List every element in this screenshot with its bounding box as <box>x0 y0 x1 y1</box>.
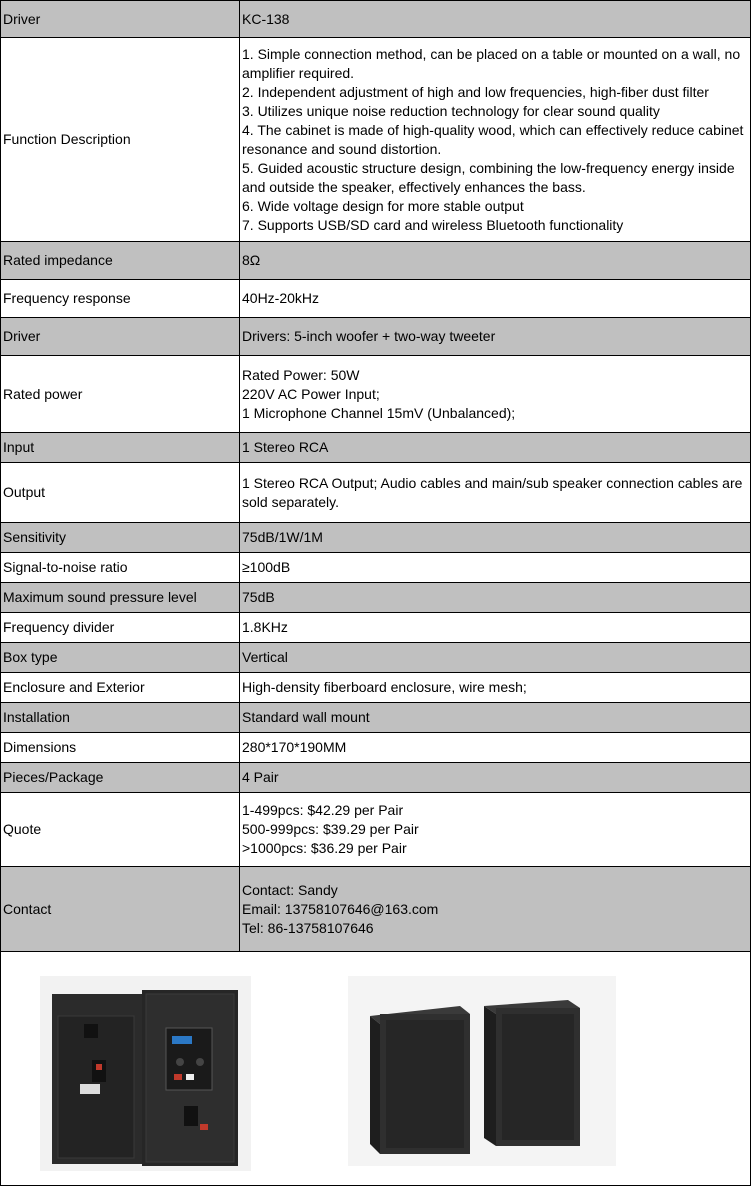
value-line: 75dB/1W/1M <box>242 529 323 545</box>
knob <box>196 1058 204 1066</box>
row-box-type <box>1 643 751 673</box>
row-label: Function Description <box>1 38 240 242</box>
row-label: Enclosure and Exterior <box>1 673 240 703</box>
row-rated-power <box>1 356 751 433</box>
value-line: 1 Microphone Channel 15mV (Unbalanced); <box>242 404 516 421</box>
left-speaker-grille <box>386 1020 464 1148</box>
value-line: 40Hz-20kHz <box>242 290 320 306</box>
row-label: Installation <box>1 703 240 733</box>
row-label: Output <box>1 463 240 523</box>
row-label: Rated impedance <box>1 242 240 280</box>
row-value <box>240 553 751 583</box>
row-label: Contact <box>1 867 240 952</box>
row-label: Box type <box>1 643 240 673</box>
row-input <box>1 433 751 463</box>
value-line: 280*170*190MM <box>242 739 347 755</box>
row-value <box>240 763 751 793</box>
row-value <box>240 318 751 356</box>
value-line: 3. Utilizes unique noise reduction technology for clear sound quality <box>242 102 660 119</box>
value-line: Standard wall mount <box>242 709 370 725</box>
row-value <box>240 703 751 733</box>
row-label: Frequency response <box>1 280 240 318</box>
value-line: 1. Simple connection method, can be placed on a table or mounted on a wall, no amplifier required. <box>242 45 741 81</box>
row-label: Pieces/Package <box>1 763 240 793</box>
value-line: 1 Stereo RCA <box>242 439 329 455</box>
value-line: 1-499pcs: $42.29 per Pair <box>242 802 404 818</box>
row-value <box>240 280 751 318</box>
row-frequency-response <box>1 280 751 318</box>
value-line: 6. Wide voltage design for more stable output <box>242 197 524 214</box>
label-sticker <box>80 1084 100 1094</box>
row-label: Maximum sound pressure level <box>1 583 240 613</box>
value-line: High-density fiberboard enclosure, wire mesh; <box>242 679 527 695</box>
row-value <box>240 613 751 643</box>
row-value <box>240 463 751 523</box>
row-driver <box>1 318 751 356</box>
row-function-description <box>1 38 751 242</box>
value-line: Tel: 86-13758107646 <box>242 919 374 936</box>
row-label: Dimensions <box>1 733 240 763</box>
red-terminal <box>96 1064 102 1070</box>
row-value <box>240 433 751 463</box>
knob <box>176 1058 184 1066</box>
value-line: Email: 13758107646@163.com <box>242 900 439 917</box>
value-line: 500-999pcs: $39.29 per Pair <box>242 821 419 837</box>
row-value <box>240 733 751 763</box>
wall-mount-slot <box>84 1024 98 1038</box>
display-window <box>172 1036 192 1044</box>
row-value <box>240 523 751 553</box>
value-line: 75dB <box>242 589 275 605</box>
speaker-front-image <box>348 976 616 1166</box>
value-line: 220V AC Power Input; <box>242 385 380 402</box>
speaker-front-photo <box>348 976 616 1166</box>
rca-jack-white <box>186 1074 194 1080</box>
row-output <box>1 463 751 523</box>
value-line: Vertical <box>242 649 288 665</box>
row-label: Sensitivity <box>1 523 240 553</box>
row-value <box>240 793 751 867</box>
row-sensitivity <box>1 523 751 553</box>
terminal-plate <box>92 1060 106 1082</box>
power-switch <box>200 1124 208 1130</box>
row-enclosure <box>1 673 751 703</box>
row-label: Signal-to-noise ratio <box>1 553 240 583</box>
row-frequency-divider <box>1 613 751 643</box>
value-line: Rated Power: 50W <box>242 366 360 383</box>
value-line: ≥100dB <box>242 559 291 575</box>
row-driver-model <box>1 1 751 38</box>
value-line: 2. Independent adjustment of high and low frequencies, high-fiber dust filter <box>242 83 709 100</box>
row-value <box>240 356 751 433</box>
row-dimensions <box>1 733 751 763</box>
value-line: 4 Pair <box>242 769 279 785</box>
row-rated-impedance <box>1 242 751 280</box>
right-speaker-side <box>484 1006 496 1146</box>
row-value <box>240 673 751 703</box>
row-signal-to-noise <box>1 553 751 583</box>
row-label: Driver <box>1 318 240 356</box>
rca-jack-red <box>174 1074 182 1080</box>
power-socket <box>184 1106 198 1126</box>
left-speaker-side <box>370 1016 380 1154</box>
row-value <box>240 583 751 613</box>
row-label: Frequency divider <box>1 613 240 643</box>
row-value <box>240 1 751 38</box>
row-installation <box>1 703 751 733</box>
row-label: Input <box>1 433 240 463</box>
value-line: >1000pcs: $36.29 per Pair <box>242 840 407 856</box>
value-line: 1.8KHz <box>242 619 288 635</box>
speaker-back-photo <box>40 976 251 1171</box>
speaker-back-image <box>40 976 251 1171</box>
row-label: Quote <box>1 793 240 867</box>
row-contact <box>1 867 751 952</box>
value-line: 7. Supports USB/SD card and wireless Bluetooth functionality <box>242 216 624 233</box>
value-line: KC-138 <box>242 10 290 27</box>
row-value <box>240 643 751 673</box>
row-label: Rated power <box>1 356 240 433</box>
row-quote <box>1 793 751 867</box>
value-line: Contact: Sandy <box>242 881 338 898</box>
row-value <box>240 867 751 952</box>
product-photos <box>0 952 751 1186</box>
value-line: 1 Stereo RCA Output; Audio cables and main/sub speaker connection cables are sold separately. <box>242 474 743 510</box>
row-value <box>240 242 751 280</box>
value-line: 5. Guided acoustic structure design, combining the low-frequency energy inside and outside the speaker, effectively enhances the bass. <box>242 159 735 195</box>
row-max-spl <box>1 583 751 613</box>
row-value <box>240 38 751 242</box>
value-line: Drivers: 5-inch woofer + two-way tweeter <box>242 328 496 344</box>
value-line: 8Ω <box>242 252 261 268</box>
row-label: Driver <box>1 1 240 38</box>
row-pieces-package <box>1 763 751 793</box>
right-speaker-grille <box>502 1014 574 1140</box>
value-line: 4. The cabinet is made of high-quality wood, which can effectively reduce cabinet resonance and sound distortion. <box>242 121 744 157</box>
